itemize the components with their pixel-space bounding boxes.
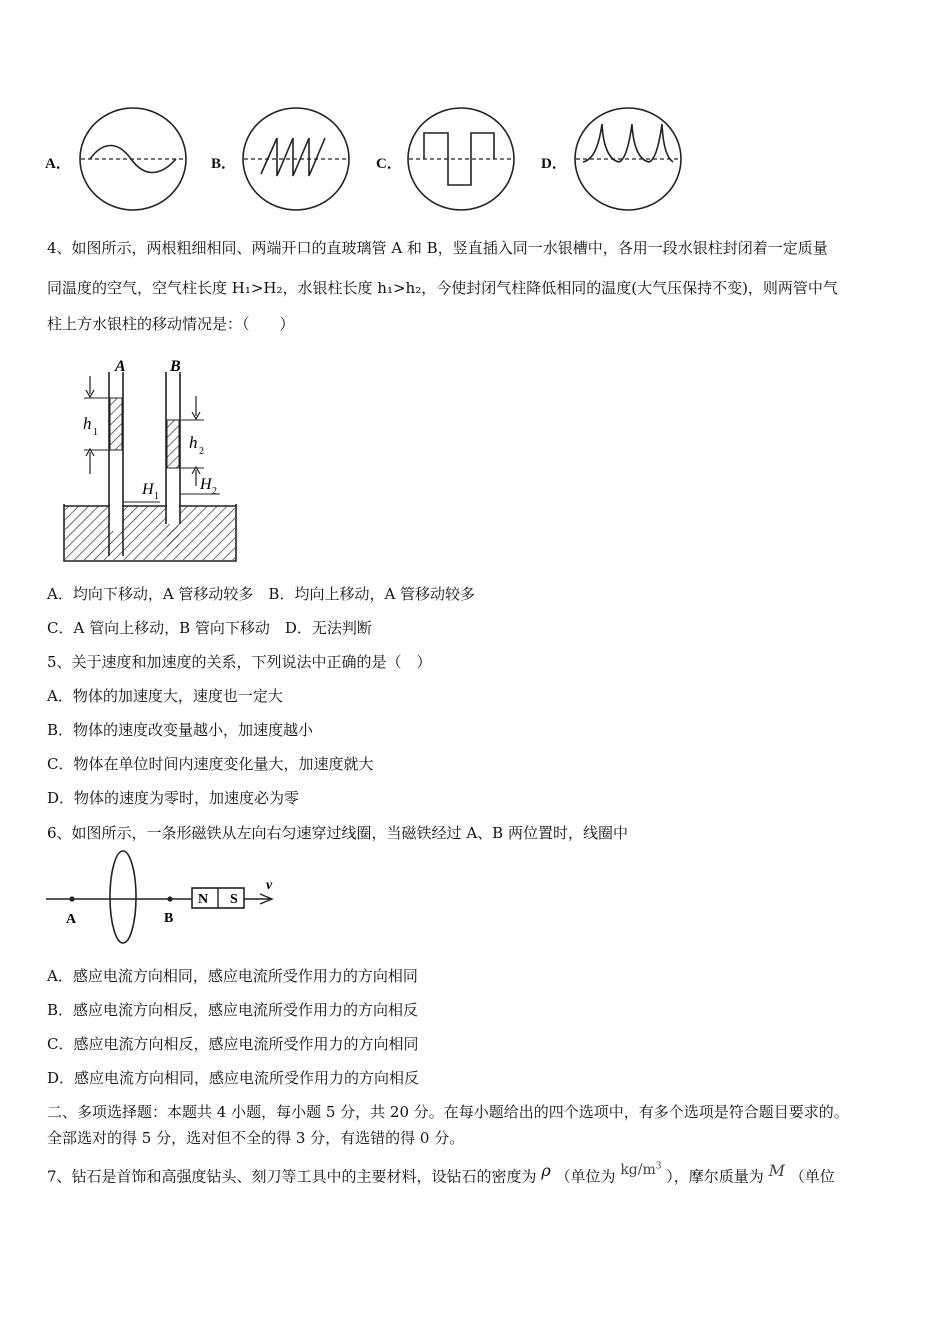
section2-heading-line-2: 全部选对的得 5 分，选对但不全的得 3 分，有选错的得 0 分。 <box>47 1129 465 1147</box>
q6-option-a: A．感应电流方向相同，感应电流所受作用力的方向相同 <box>47 967 418 985</box>
q3-option-c-figure <box>406 106 516 212</box>
q3-option-a-figure <box>78 106 188 212</box>
tube-a-mercury-column <box>110 398 122 450</box>
H2-subscript: 2 <box>212 486 217 497</box>
H2-label: H <box>200 476 212 493</box>
tube-a-bottom-mercury <box>110 531 122 556</box>
q4-tubes-figure <box>60 356 240 568</box>
q7-part4: （单位 <box>789 1167 835 1186</box>
trough-mercury <box>65 506 235 560</box>
q7-rho: ρ <box>541 1160 551 1180</box>
q3-option-b-label: B． <box>211 156 237 172</box>
tube-a-label: A <box>115 358 126 375</box>
q6-option-c: C．感应电流方向相反，感应电流所受作用力的方向相同 <box>47 1035 419 1053</box>
q3-option-c-label: C． <box>376 156 402 172</box>
q5-stem: 5、关于速度和加速度的关系，下列说法中正确的是（ ） <box>47 653 432 671</box>
q7-part2: （单位为 <box>555 1167 616 1186</box>
q4-stem-line-2: 同温度的空气，空气柱长度 H₁>H₂，水银柱长度 h₁>h₂，今使封闭气柱降低相同的温度(大气压保持不变)，则两管中气 <box>47 279 838 297</box>
q5-option-c: C．物体在单位时间内速度变化量大，加速度就大 <box>47 755 374 773</box>
q4-stem-line-1: 4、如图所示，两根粗细相同、两端开口的直玻璃管 A 和 B，竖直插入同一水银槽中，各用一段水银柱封闭着一定质量 <box>47 239 828 257</box>
q3-option-d-label: D． <box>541 156 567 172</box>
q7-unit <box>620 1162 661 1178</box>
q4-options-ab: A．均向下移动，A 管移动较多 B．均向上移动，A 管移动较多 <box>47 585 476 603</box>
q7-part1: 7、钻石是首饰和高强度钻头、刻刀等工具中的主要材料，设钻石的密度为 <box>47 1167 537 1186</box>
q6-magnet-figure <box>46 850 286 950</box>
coil <box>110 851 136 943</box>
q6-option-b: B．感应电流方向相反，感应电流所受作用力的方向相反 <box>47 1001 419 1019</box>
section2-heading-line-1: 二、多项选择题：本题共 4 小题，每小题 5 分，共 20 分。在每小题给出的四个选项中，有多个选项是符合题目要求的。 <box>47 1103 849 1121</box>
q3-option-b-figure <box>241 106 351 212</box>
q3-option-d-figure <box>573 106 683 212</box>
q5-option-a: A．物体的加速度大，速度也一定大 <box>47 687 283 705</box>
q7-part3: ），摩尔质量为 <box>666 1167 764 1186</box>
q4-stem-line-3: 柱上方水银柱的移动情况是：（ ） <box>47 315 295 333</box>
velocity-label: v <box>266 878 273 893</box>
H1-subscript: 1 <box>154 491 159 502</box>
q3-b-sawtooth <box>261 138 325 176</box>
q3-option-a-label: A． <box>45 156 71 172</box>
H1-label: H <box>142 481 154 498</box>
q5-option-d: D．物体的速度为零时，加速度必为零 <box>47 789 300 807</box>
q4-options-cd: C．A 管向上移动，B 管向下移动 D．无法判断 <box>47 619 372 637</box>
q7-molar-mass: M <box>768 1160 785 1180</box>
q6-stem: 6、如图所示，一条形磁铁从左向右匀速穿过线圈，当磁铁经过 A、B 两位置时，线圈中 <box>47 824 628 842</box>
q7-stem <box>47 1160 835 1188</box>
point-a-label: A <box>66 912 77 927</box>
h2-label: h <box>189 433 198 452</box>
q7-unit-base: kg/m <box>620 1161 656 1178</box>
tube-b-mercury-column <box>167 420 179 468</box>
q5-option-b: B．物体的速度改变量越小，加速度越小 <box>47 721 314 739</box>
q6-option-d: D．感应电流方向相同，感应电流所受作用力的方向相反 <box>47 1069 420 1087</box>
h2-subscript: 2 <box>199 446 204 457</box>
point-b-label: B <box>164 911 174 926</box>
q3-d-peaks <box>583 124 673 162</box>
h1-subscript: 1 <box>93 427 98 438</box>
tube-b-label: B <box>170 358 181 375</box>
point-a <box>69 896 74 901</box>
q7-unit-exp: 3 <box>655 1161 662 1171</box>
magnet-n-pole: N <box>198 892 209 907</box>
h1-label: h <box>83 414 92 433</box>
point-b <box>167 896 172 901</box>
magnet-s-pole: S <box>230 892 238 907</box>
tube-b-bottom-mercury <box>167 524 179 548</box>
